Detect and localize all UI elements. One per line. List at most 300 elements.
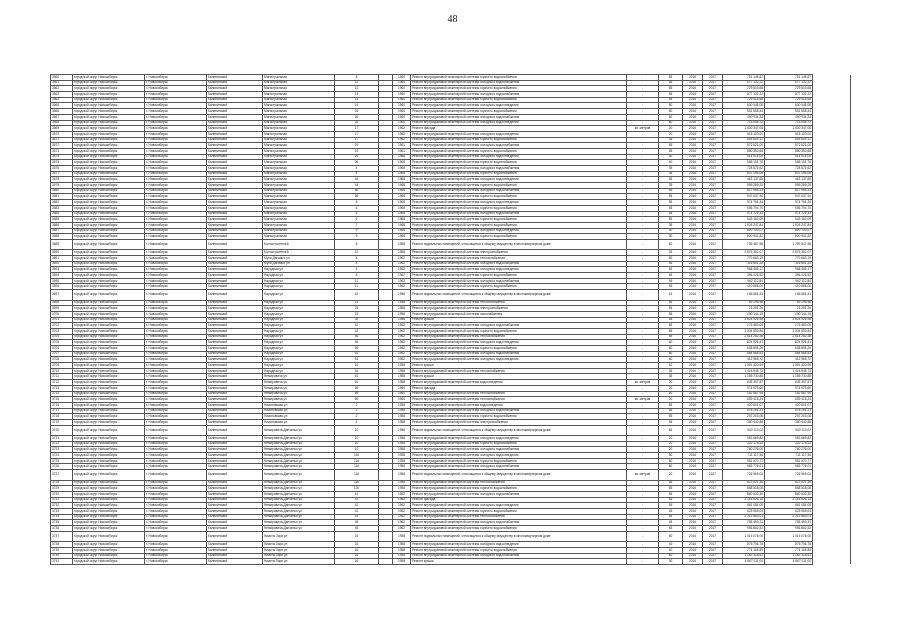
cell-unit: - [627, 346, 659, 352]
cell-street: Народная ул [263, 300, 335, 306]
cell-unit: - [627, 205, 659, 211]
cell-house: 12 [335, 80, 379, 86]
cell-house: 69 [335, 385, 379, 391]
cell-total: 805 609,17 [765, 137, 813, 143]
cell-row-number: 3693 [51, 267, 73, 273]
cell-year: 1968 [393, 234, 411, 240]
cell-municipality: городской округ Новосибирск [73, 363, 145, 369]
cell-unit: - [627, 414, 659, 420]
cell-municipality: городской округ Новосибирск [73, 559, 145, 565]
cell-start-year: 2016 [683, 542, 703, 548]
cell-end-year: 2017 [703, 239, 723, 249]
cell-total: 527 521,36 [765, 480, 813, 486]
cell-locality: г. Новосибирск [145, 92, 207, 98]
cell-total: 76 251,25 [765, 306, 813, 312]
cell-start-year: 2016 [683, 183, 703, 189]
cell-street: Народная ул [263, 323, 335, 329]
cell-end-year: 2017 [703, 436, 723, 442]
cell-municipality: городской округ Новосибирск [73, 234, 145, 240]
cell-work-type: Ремонт внутридомовой инженерной системы горячего водоснабжения [411, 328, 627, 334]
cell-row-number: 3722 [51, 441, 73, 447]
cell-row-number: 3680 [51, 188, 73, 194]
cell-row-number: 3702 [51, 323, 73, 329]
repair-program-table [50, 74, 851, 565]
cell-house: 69 [335, 397, 379, 403]
cell-street: Немировича-Данченко ул [263, 497, 335, 503]
cell-total: 755 493,31 [765, 520, 813, 526]
cell-quantity: 65 [659, 491, 683, 497]
cell-start-year: 2016 [683, 126, 703, 132]
cell-work-type: Ремонт внутридомовой инженерной системы горячего водоснабжения [411, 109, 627, 115]
cell-quantity: 55 [659, 86, 683, 92]
cell-house: 6 [335, 205, 379, 211]
cell-street: Немировича-Данченко ул [263, 514, 335, 520]
cell-year: 1958 [393, 363, 411, 369]
cell-street: Народная ул [263, 328, 335, 334]
cell-cost: 551 570,77 [723, 458, 765, 464]
cell-cost: 420 601,07 [723, 402, 765, 408]
cell-unit: - [627, 425, 659, 435]
cell-row-number: 3696 [51, 284, 73, 290]
cell-district: Калининский [207, 92, 263, 98]
cell-municipality: городской округ Новосибирск [73, 514, 145, 520]
cell-unit: - [627, 148, 659, 154]
cell-quantity: 50 [659, 464, 683, 470]
cell-unit: - [627, 368, 659, 374]
cell-row-number: 3718 [51, 414, 73, 420]
cell-empty [813, 531, 851, 541]
cell-house: 19 [335, 148, 379, 154]
cell-locality: г. Новосибирск [145, 137, 207, 143]
cell-total: 1 016 075,00 [765, 531, 813, 541]
cell-unit: - [627, 273, 659, 279]
cell-year: 1958 [393, 470, 411, 480]
cell-street: Немировича-Данченко ул [263, 464, 335, 470]
cell-work-type: Ремонт внутридомовой инженерной системы холодного водоснабжения [411, 323, 627, 329]
cell-work-type: Ремонт внутридомовой инженерной системы горячего водоснабжения [411, 217, 627, 223]
cell-locality: г. Новосибирск [145, 553, 207, 559]
cell-unit: - [627, 391, 659, 397]
cell-start-year: 2016 [683, 211, 703, 217]
cell-end-year: 2017 [703, 205, 723, 211]
cell-year: 1962 [393, 278, 411, 284]
cell-end-year: 2017 [703, 86, 723, 92]
cell-start-year: 2016 [683, 222, 703, 228]
cell-house: 51 [335, 357, 379, 363]
cell-locality: г. Новосибирск [145, 205, 207, 211]
cell-quantity: 55 [659, 200, 683, 206]
cell-total: 645 497,57 [765, 380, 813, 386]
cell-street: Немировича-Данченко ул [263, 447, 335, 453]
cell-locality: г. Новосибирск [145, 103, 207, 109]
cell-year: 1962 [393, 491, 411, 497]
cell-municipality: городской округ Новосибирск [73, 273, 145, 279]
cell-end-year: 2017 [703, 351, 723, 357]
cell-end-year: 2017 [703, 547, 723, 553]
cell-quantity: 45 [659, 284, 683, 290]
cell-municipality: городской округ Новосибирск [73, 385, 145, 391]
cell-municipality: городской округ Новосибирск [73, 503, 145, 509]
cell-total: 2 614 262,38 [765, 334, 813, 340]
cell-locality: г. Новосибирск [145, 200, 207, 206]
cell-year: 1958 [393, 559, 411, 565]
cell-unit: - [627, 200, 659, 206]
cell-street: Мухи Дагомыс ул [263, 256, 335, 262]
cell-municipality: городской округ Новосибирск [73, 222, 145, 228]
cell-house: 46 [335, 334, 379, 340]
cell-municipality: городской округ Новосибирск [73, 402, 145, 408]
cell-building [379, 470, 393, 480]
cell-street: Никоновская ул [263, 402, 335, 408]
cell-cost: 962 112,84 [723, 278, 765, 284]
cell-total: 659 418,24 [765, 397, 813, 403]
cell-house: 41 [335, 514, 379, 520]
cell-row-number: 3697 [51, 290, 73, 300]
cell-municipality: городской округ Новосибирск [73, 188, 145, 194]
cell-municipality: городской округ Новосибирск [73, 458, 145, 464]
cell-cost: 1 051 420,69 [723, 363, 765, 369]
cell-row-number: 3691 [51, 256, 73, 262]
cell-municipality: городской округ Новосибирск [73, 436, 145, 442]
cell-work-type: Ремонт внутридомовой инженерной системы горячего водоснабжения [411, 137, 627, 143]
cell-street: Немировича-Данченко ул [263, 458, 335, 464]
cell-work-type: Ремонт внутридомовой инженерной системы холодного водоснабжения [411, 143, 627, 149]
cell-total: 412 965,72 [765, 357, 813, 363]
cell-row-number: 3677 [51, 171, 73, 177]
cell-end-year: 2017 [703, 334, 723, 340]
cell-end-year: 2017 [703, 97, 723, 103]
cell-unit: - [627, 183, 659, 189]
cell-end-year: 2017 [703, 131, 723, 137]
cell-year: 1962 [393, 284, 411, 290]
cell-house: 7 [335, 222, 379, 228]
cell-total: 175 460,05 [765, 323, 813, 329]
cell-end-year: 2017 [703, 357, 723, 363]
cell-start-year: 2016 [683, 300, 703, 306]
cell-unit: кв. метров [627, 470, 659, 480]
cell-quantity: 55 [659, 306, 683, 312]
cell-district: Калининский [207, 351, 263, 357]
cell-year: 1958 [393, 250, 411, 256]
cell-locality: г. Новосибирск [145, 402, 207, 408]
cell-street: Народная ул [263, 311, 335, 317]
cell-year: 1958 [393, 458, 411, 464]
cell-unit: - [627, 531, 659, 541]
cell-total: 1 789 547,58 [765, 239, 813, 249]
cell-street: Никиты Заро ул [263, 553, 335, 559]
cell-work-type: Ремонт внутридомовой инженерной системы горячего водоснабжения [411, 75, 627, 81]
cell-municipality: городской округ Новосибирск [73, 453, 145, 459]
cell-cost: 755 493,31 [723, 520, 765, 526]
cell-unit: - [627, 509, 659, 515]
cell-year: 1958 [393, 300, 411, 306]
cell-total: 2 145 626,14 [765, 497, 813, 503]
cell-year: 1958 [393, 290, 411, 300]
cell-locality: г. Новосибирск [145, 436, 207, 442]
cell-year: 1958 [393, 374, 411, 380]
cell-end-year: 2017 [703, 92, 723, 98]
cell-end-year: 2017 [703, 363, 723, 369]
cell-row-number: 3724 [51, 453, 73, 459]
cell-end-year: 2017 [703, 453, 723, 459]
cell-street: Никоновская ул [263, 408, 335, 414]
cell-year: 1962 [393, 131, 411, 137]
cell-start-year: 2016 [683, 526, 703, 532]
cell-cost: 800 700,07 [723, 228, 765, 234]
cell-end-year: 2017 [703, 317, 723, 323]
cell-work-type: Ремонт внутридомовой инженерной системы теплоснабжения [411, 391, 627, 397]
cell-year: 1968 [393, 217, 411, 223]
cell-district: Калининский [207, 120, 263, 126]
cell-house: 116 [335, 464, 379, 470]
cell-year: 1960 [393, 75, 411, 81]
cell-cost: 664 566,53 [723, 351, 765, 357]
cell-work-type: Ремонт подвальных помещений, относящихся к общему имуществу в многоквартирном доме [411, 470, 627, 480]
cell-municipality: городской округ Новосибирск [73, 290, 145, 300]
cell-street: Народная ул [263, 317, 335, 323]
cell-street: Магистральная [263, 80, 335, 86]
cell-total: 614 014,00 [765, 154, 813, 160]
cell-year: 1958 [393, 464, 411, 470]
cell-street: Магистральная [263, 194, 335, 200]
cell-quantity: 50 [659, 458, 683, 464]
cell-unit: - [627, 464, 659, 470]
cell-street: Никиты Заро ул [263, 559, 335, 565]
cell-street: Никиты Заро ул [263, 547, 335, 553]
cell-quantity: 55 [659, 205, 683, 211]
table-row [51, 425, 851, 435]
cell-street: Магистральная [263, 75, 335, 81]
cell-work-type: Ремонт внутридомовой инженерной системы холодного водоотведения [411, 340, 627, 346]
cell-municipality: городской округ Новосибирск [73, 397, 145, 403]
cell-municipality: городской округ Новосибирск [73, 109, 145, 115]
cell-street: Немировича ул [263, 391, 335, 397]
cell-municipality: городской округ Новосибирск [73, 126, 145, 132]
cell-unit: - [627, 160, 659, 166]
cell-district: Калининский [207, 267, 263, 273]
cell-quantity: 55 [659, 486, 683, 492]
cell-total: 363 669,82 [765, 436, 813, 442]
cell-municipality: городской округ Новосибирск [73, 425, 145, 435]
cell-locality: г. Новосибирск [145, 547, 207, 553]
cell-row-number: 3669 [51, 126, 73, 132]
cell-municipality: городской округ Новосибирск [73, 497, 145, 503]
cell-cost: 69 295,56 [723, 300, 765, 306]
cell-end-year: 2017 [703, 278, 723, 284]
cell-year: 1960 [393, 385, 411, 391]
cell-street: Магистральная [263, 188, 335, 194]
cell-district: Калининский [207, 542, 263, 548]
cell-street: Магистральная [263, 234, 335, 240]
cell-locality: г. Новосибирск [145, 447, 207, 453]
cell-end-year: 2017 [703, 526, 723, 532]
cell-district: Калининский [207, 311, 263, 317]
cell-work-type: Ремонт фасада [411, 385, 627, 391]
cell-unit: - [627, 559, 659, 565]
cell-unit: - [627, 447, 659, 453]
cell-row-number: 3711 [51, 374, 73, 380]
cell-unit: - [627, 188, 659, 194]
cell-house: 6 [335, 211, 379, 217]
cell-house: 6 [335, 217, 379, 223]
cell-end-year: 2017 [703, 391, 723, 397]
cell-work-type: Ремонт внутридомовой инженерной системы горячего водоснабжения [411, 547, 627, 553]
cell-end-year: 2017 [703, 126, 723, 132]
cell-start-year: 2016 [683, 357, 703, 363]
cell-locality: г. Новосибирск [145, 306, 207, 312]
cell-district: Калининский [207, 480, 263, 486]
cell-quantity: 55 [659, 217, 683, 223]
cell-work-type: Ремонт внутридомовой инженерной системы холодного водоотведения [411, 131, 627, 137]
cell-year: 1968 [393, 211, 411, 217]
cell-house: 10 [335, 436, 379, 442]
cell-house: 14 [335, 97, 379, 103]
cell-house: 44 [335, 183, 379, 189]
cell-start-year: 2016 [683, 261, 703, 267]
cell-year: 1958 [393, 368, 411, 374]
cell-house: 17 [335, 126, 379, 132]
cell-work-type: Ремонт внутридомовой инженерной системы водоотведения [411, 402, 627, 408]
cell-quantity: 40 [659, 547, 683, 553]
cell-quantity: 45 [659, 514, 683, 520]
cell-unit: - [627, 374, 659, 380]
cell-year: 1958 [393, 547, 411, 553]
cell-end-year: 2017 [703, 103, 723, 109]
page-number: 48 [447, 14, 458, 25]
cell-street: Народная ул [263, 290, 335, 300]
cell-locality: г. Новосибирск [145, 391, 207, 397]
cell-locality: г. Новосибирск [145, 526, 207, 532]
cell-year: 1960 [393, 397, 411, 403]
cell-street: Народная ул [263, 267, 335, 273]
cell-quantity: 55 [659, 143, 683, 149]
cell-end-year: 2017 [703, 374, 723, 380]
cell-locality: г. Новосибирск [145, 503, 207, 509]
cell-locality: г. Новосибирск [145, 408, 207, 414]
cell-start-year: 2016 [683, 363, 703, 369]
cell-row-number: 3732 [51, 503, 73, 509]
cell-year: 1958 [393, 531, 411, 541]
cell-cost: 578 261,21 [723, 408, 765, 414]
cell-house: 16 [335, 109, 379, 115]
cell-street: Немировича-Данченко ул [263, 486, 335, 492]
cell-end-year: 2017 [703, 385, 723, 391]
cell-end-year: 2017 [703, 200, 723, 206]
cell-municipality: городской округ Новосибирск [73, 311, 145, 317]
cell-row-number: 3676 [51, 166, 73, 172]
cell-cost: 1 600 347,06 [723, 126, 765, 132]
cell-street: Магистральная [263, 177, 335, 183]
cell-row-number: 3739 [51, 547, 73, 553]
cell-quantity: 55 [659, 92, 683, 98]
cell-quantity: 45 [659, 520, 683, 526]
cell-work-type: Ремонт внутридомовой инженерной системы горячего водоснабжения [411, 234, 627, 240]
cell-quantity: 60 [659, 340, 683, 346]
cell-work-type: Ремонт внутридомовой инженерной системы холодного водоснабжения [411, 464, 627, 470]
cell-row-number: 3683 [51, 205, 73, 211]
cell-cost: 152 567,94 [723, 391, 765, 397]
cell-unit: - [627, 97, 659, 103]
cell-locality: г. Новосибирск [145, 261, 207, 267]
cell-total: 647 096,08 [765, 171, 813, 177]
cell-end-year: 2017 [703, 542, 723, 548]
cell-work-type: Ремонт внутридомовой инженерной системы горячего водоснабжения [411, 205, 627, 211]
cell-street: Магистральная [263, 126, 335, 132]
cell-unit: - [627, 357, 659, 363]
cell-locality: г. Новосибирск [145, 183, 207, 189]
cell-district: Калининский [207, 419, 263, 425]
cell-total: 551 570,77 [765, 458, 813, 464]
cell-work-type: Ремонт внутридомовой инженерной системы горячего водоснабжения [411, 160, 627, 166]
cell-year: 1958 [393, 311, 411, 317]
cell-end-year: 2017 [703, 166, 723, 172]
cell-total: 1 667 011,00 [765, 559, 813, 565]
cell-municipality: городской округ Новосибирск [73, 491, 145, 497]
cell-district: Калининский [207, 346, 263, 352]
cell-district: Калининский [207, 109, 263, 115]
cell-locality: г. Новосибирск [145, 86, 207, 92]
cell-row-number: 3674 [51, 154, 73, 160]
cell-district: Калининский [207, 126, 263, 132]
cell-cost: 116 651,25 [723, 261, 765, 267]
cell-house: 23 [335, 311, 379, 317]
cell-municipality: городской округ Новосибирск [73, 486, 145, 492]
cell-total: 600 546,08 [765, 103, 813, 109]
cell-house: 4 [335, 171, 379, 177]
cell-work-type: Ремонт внутридомовой инженерной системы теплоснабжения [411, 300, 627, 306]
cell-street: Немировича-Данченко ул [263, 480, 335, 486]
cell-unit: - [627, 109, 659, 115]
cell-unit: - [627, 491, 659, 497]
cell-work-type: Ремонт внутридомовой инженерной системы холодного водоотведения [411, 436, 627, 442]
cell-house: 16 [335, 547, 379, 553]
cell-cost: 527 521,36 [723, 480, 765, 486]
cell-year: 1962 [393, 323, 411, 329]
cell-unit: - [627, 75, 659, 81]
cell-year: 1960 [393, 120, 411, 126]
cell-work-type: Ремонт внутридомовой инженерной системы холодного водоснабжения [411, 278, 627, 284]
cell-municipality: городской округ Новосибирск [73, 520, 145, 526]
cell-street: Немировича-Данченко ул [263, 425, 335, 435]
cell-cost: 659 418,24 [723, 397, 765, 403]
cell-locality: г. Новосибирск [145, 458, 207, 464]
cell-street: Немировича ул [263, 374, 335, 380]
cell-row-number: 3703 [51, 328, 73, 334]
cell-row-number: 3692 [51, 261, 73, 267]
cell-unit: - [627, 553, 659, 559]
cell-unit: - [627, 526, 659, 532]
cell-cost: 1 667 011,00 [723, 559, 765, 565]
cell-row-number: 3733 [51, 509, 73, 515]
cell-total: 770 663,19 [765, 256, 813, 262]
cell-empty [813, 425, 851, 435]
cell-unit: - [627, 278, 659, 284]
cell-row-number: 3741 [51, 559, 73, 565]
cell-cost: 463 137,65 [723, 177, 765, 183]
cell-year: 1962 [393, 503, 411, 509]
cell-cost: 380 440,88 [723, 419, 765, 425]
cell-unit: - [627, 234, 659, 240]
cell-cost: 556 794,70 [723, 205, 765, 211]
cell-row-number: 3714 [51, 391, 73, 397]
cell-municipality: городской округ Новосибирск [73, 368, 145, 374]
cell-street: Народная ул [263, 363, 335, 369]
cell-work-type: Ремонт внутридомовой инженерной системы холодного водоотведения [411, 120, 627, 126]
cell-cost: 805 609,17 [723, 137, 765, 143]
cell-start-year: 2016 [683, 368, 703, 374]
cell-year: 1961 [393, 148, 411, 154]
cell-work-type: Ремонт внутридомовой инженерной системы теплоснабжения [411, 397, 627, 403]
